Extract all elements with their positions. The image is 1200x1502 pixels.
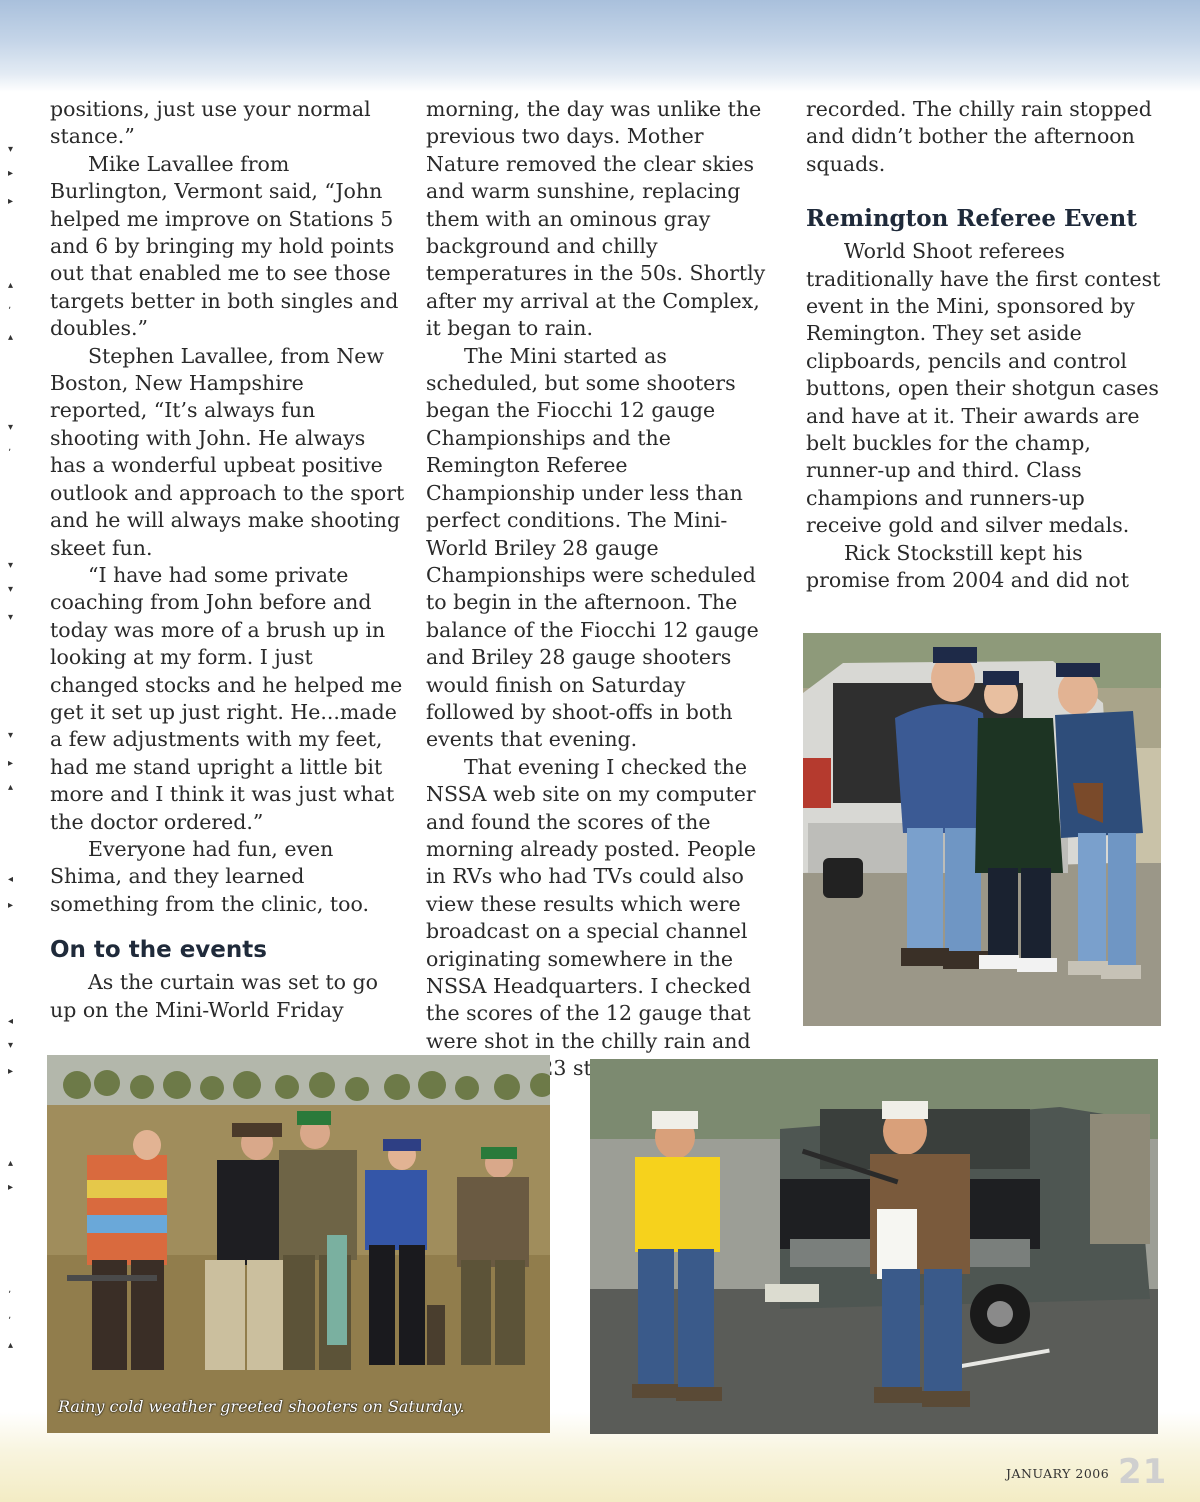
top-gradient-band: [0, 0, 1200, 92]
article-column-2: [426, 96, 774, 1083]
paragraph: Everyone had fun, even Shima, and they learned something from the clinic, too.: [50, 836, 369, 916]
paragraph: Rick Stockstill kept his promise from 2004 and did not: [806, 540, 1129, 593]
photo-caption: Rainy cold weather greeted shooters on Saturday.: [58, 1397, 465, 1416]
page-number: 21: [1118, 1452, 1168, 1492]
paragraph: Stephen Lavallee, from New Boston, New Hampshire reported, “It’s always fun shooting with John. He always has a wonderful upbeat positive outlook and approach to the sport and he will always make shooting skeet fun.: [50, 343, 405, 560]
margin-binding-marks: ▾ ▸ ▸ ▴ ʼ ▴ ▾ ʼ ▾ ▾ ▾ ▾ ▸ ▴ ◂ ▸ ◂ ▾ ▸ ▴ ▸ ʼ ʼ ▴: [8, 144, 14, 1351]
paragraph: recorded. The chilly rain stopped and didn’t bother the afternoon squads.: [806, 97, 1152, 176]
section-heading-events: On to the events: [50, 937, 267, 964]
paragraph: As the curtain was set to go up on the Mini-World Friday: [50, 970, 378, 1022]
paragraph: “I have had some private coaching from John before and today was more of a brush up in looking at my form. I just changed stocks and he helped me get it set up just right. He...made a few adjustments with my feet, had me stand upright a little bit more and I think it was just what the doctor ordered.”: [50, 562, 403, 834]
article-column-1: [50, 96, 406, 1024]
paragraph: positions, just use your normal stance.”: [50, 97, 371, 149]
section-heading-referee-event: Remington Referee Event: [806, 205, 1137, 233]
article-column-3: [806, 96, 1162, 595]
paragraph: The Mini started as scheduled, but some shooters began the Fiocchi 12 gauge Championships and the Remington Referee Championship under less than perfect conditions. The Mini-World Briley 28 gauge Championships were scheduled to begin in the afternoon. The balance of the Fiocchi 12 gauge and Briley 28 gauge shooters would finish on Saturday followed by shoot-offs in both events that evening.: [426, 343, 759, 752]
paragraph: Mike Lavallee from Burlington, Vermont said, “John helped me improve on Stations 5 and 6 by bringing my hold points out that enabled me to see those targets better in both singles and doubles.”: [50, 151, 399, 341]
photo-shooters-in-rain: [47, 1055, 550, 1433]
photo-men-at-pickup-truck: [590, 1059, 1158, 1434]
paragraph: World Shoot referees traditionally have the first contest event in the Mini, sponsored by Remington. They set aside clipboards, pencils and control buttons, open their shotgun cases and have at it. Their awards are belt buckles for the champ, runner-up and third. Class champions and runners-up receive gold and silver medals.: [806, 239, 1161, 538]
issue-date: JANUARY 2006: [1006, 1466, 1110, 1481]
paragraph: morning, the day was unlike the previous two days. Mother Nature removed the clear skies and warm sunshine, replacing them with an ominous gray background and chilly temperatures in the 50s. Shortly after my arrival at the Complex, it began to rain.: [426, 97, 766, 341]
photo-three-shooters-at-suv: [803, 633, 1161, 1026]
paragraph: That evening I checked the NSSA web site on my computer and found the scores of the morning already posted. People in RVs who had TVs could also view these results which were broadcast on a special channel originating somewhere in the NSSA Headquarters. I checked the scores of the 12 gauge that were shot in the chilly rain and 23: [426, 754, 757, 1081]
